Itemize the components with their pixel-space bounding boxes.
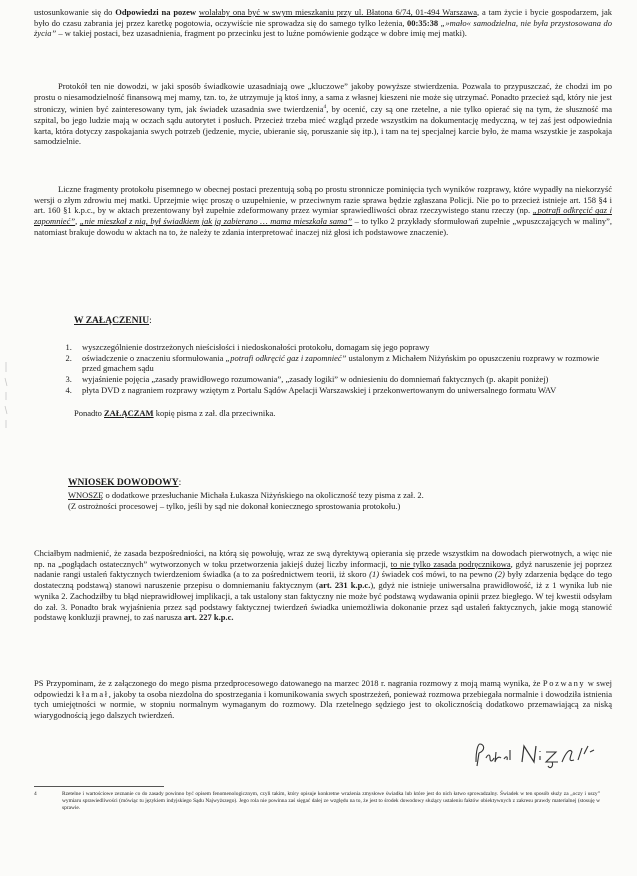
footnote-separator [34, 786, 164, 787]
list-item: 1. wyszczególnienie dostrzeżonych nieścisłości i niedoskonałości protokołu, domagam się jego poprawy [74, 342, 612, 353]
evidence-line: WNOSZĘ o dodatkowe przesłuchanie Michała Łukasza Niżyńskiego na okoliczność tezy pisma z zał. 2. [68, 490, 424, 500]
evidence-heading: WNIOSEK DOWODOWY: [68, 478, 182, 488]
list-item: 2. oświadczenie o znaczeniu sformułowania „potrafi odkręcić gaz i zapomnieć” ustalonym z Michałem Niżyńskim po opuszczeniu rozprawy w rozmowie przed gmachem sądu [74, 353, 612, 374]
quote-2: „nie mieszkał z nią, był świadkiem jak ją zabierano … mama mieszkała sama” [79, 216, 353, 227]
paragraph-continuation: ustosunkowanie się do Odpowiedzi na pozew wolałaby ona być w swym mieszkaniu przy ul. Błatona 6/74, 01-494 Warszawa, a tam życie i bycie gospodarzem, jak było do czasu zabrania jej przez karetkę pogotowia, oczywiście nie sprowadza się do samego tylko leżenia, 00:35:38 „»mało« samodzielna, nie była przystosowana do życia” – w takiej postaci, bez uzasadnienia, fragment po przecinku jest to luźne pomówienie godzące w dobre imię mej matki). [34, 7, 613, 39]
text-underlined-address: wolałaby ona być w swym mieszkaniu przy ul. Błatona 6/74, 01-494 Warszawa [198, 7, 478, 17]
footnote [34, 791, 604, 812]
footnote-number: 4 [34, 791, 37, 797]
margin-scribble [3, 360, 9, 430]
attachments-list [34, 342, 612, 396]
attachments-heading: W ZAŁĄCZENIU: [74, 316, 152, 326]
text: ustosunkowanie się do [34, 7, 116, 17]
quote-1: „potrafi odkręcić gaz i zapomnieć” [34, 205, 612, 227]
list-item: 3. wyjaśnienie pojęcia „zasady prawidłowego rozumowania”, „zasady logiki” w odniesieniu do domniemań faktycznych (p. akapit poniżej) [74, 374, 612, 385]
footnote-text: Rzetelne i wartościowe zeznanie co do zasady powinno być opisem fenomenologicznym, czyli takim, który opisuje konkretne wrażenia zmysłowe świadka lub które jest do nich łatwo sprowadzalny. Świadek w ten sposób służy za „oczy i uszy” wymiaru sprawiedliwości (mówiąc tu językiem indyjskiego Sądu Najwyższego). Jego rola nie powinna zaś sięgać dalej ze względu na to, że jest to środek dowodowy służący ustaleniu faktów obiektywnych z zakresu prawdy materialnej (stosuję w sprawie. [62, 791, 600, 811]
timestamp: 00:35:38 [407, 17, 439, 28]
paragraph-fragments: Liczne fragmenty protokołu pisemnego w obecnej postaci prezentują sobą po prostu stronnicze pominięcia tych wyników rozprawy, które wypadły na niekorzyść wersji o złym zdrowiu mej matki. Uprzejmie więc proszę o uzupełnienie, w przeciwnym razie sprawa będzie zgłaszana Policji. Nie po to przecież istnieje art. 158 §4 i art. 160 §1 k.p.c., by w aktach prezentowany był zupełnie zdeformowany przez wymiar sprawiedliwości obraz rzeczywistego stanu rzeczy (np. „potrafi odkręcić gaz i zapomnieć”, „nie mieszkał z nią, był świadkiem jak ją zabierano … mama mieszkała sama” – to tylko 2 przykłady sformułowań zupełnie „wpuszczających w maliny”, natomiast brakuje dowodu w aktach na to, że należy te zdania interpretować inaczej niż głosi ich podstawowe znaczenie). [34, 184, 612, 237]
paragraph-protocol: Protokół ten nie dowodzi, w jaki sposób świadkowie uzasadniają owe „kluczowe” jakoby powyższe stwierdzenia. Pozwala to przypuszczać, że chodzi im po prostu o niesamodzielność finansową mej mamy, tzn. to, że utrzymuje ją ktoś inny, a sama z własnej kieszeni nie może się utrzymać. Ponadto przecież sąd, który nie jest stroniczy, winien być zainteresowany tym, jak świadek uzasadnia swe twierdzenia$^4$, by ocenić, czy są one rzetelne, a nie tylko opierać się na tym, że słuszność ma szpital, bo jego ludzie mają w oczach sądu autorytet i posłuch. Przecież trzeba mieć wzgląd przede wszystkim na dokumentację medyczną, w tej zaś jest odpowiednia karta, która dotyczy zaspokajania swych potrzeb (jedzenie, mycie, ubieranie się, poruszanie się itp.), i tam na tej specjalnej karcie było, że mama wszystkie je zaspokaja samodzielnie. [34, 81, 612, 147]
footnote-ref: 4 [323, 104, 327, 111]
paragraph-ps: PS Przypominam, że z załączonego do mego pisma przedprocesowego datowanego na marzec 2018 r. nagrania rozmowy z moją mamą wynika, że Pozwany w swej odpowiedzi kłamał, jakoby ta osoba niezdolna do spostrzegania i komunikowania swych spostrzeżeń, ponieważ rozmowa przebiegała normalnie i dowodziła istnienia tych umiejętności w normie, w stopniu normalnym wymaganym do rozmowy. Dla rzetelnego sędziego jest to okolicznością dodatkowo przemawiającą za niską wiarygodnością jego dalszych twierdzeń. [34, 678, 612, 721]
attachments-section [34, 310, 612, 418]
handwritten-signature [470, 738, 605, 770]
list-item: 4. płyta DVD z nagraniem rozprawy wziętym z Portalu Sądów Apelacji Warszawskiej i przekonwertowanym do uniwersalnego formatu WAV [74, 385, 612, 396]
attachments-copy-note: Ponadto ZAŁĄCZAM kopię pisma z zał. dla przeciwnika. [74, 407, 276, 418]
paragraph-directness: Chciałbym nadmienić, że zasada bezpośredniości, na którą się powołuję, wraz ze swą dyrektywą opierania się przede wszystkim na dowodach pierwotnych, a więc nie np. na „pogłądach ostatecznych” wytworzonych w toku przetworzenia jakiejś dużej liczby informacji, to nie tylko zasada podręcznikowa, gdyż naruszenie jej poprzez nadanie rangi ustaleń faktycznych twierdzeniom świadka (a to za pośrednictwem teorii, iż skoro (1) świadek coś mówi, to na pewno (2) były zdarzenia będące do tego dostateczną podstawą) stanowi naruszenie przepisu o domniemaniu faktycznym (art. 231 k.p.c.), gdyż nie istnieje uniwersalna prawidłowość, iż z 1 wynika lub nie wynika 2. Zachodziłby tu błąd nieprawidłowej implikacji, a tak ustalony stan faktyczny nie może być podstawą wydawania opinii przez biegłego. W tej kwestii odsyłam do zał. 3. Ponadto brak wyjaśnienia przez sąd podstawy faktycznej twierdzeń świadka uniemożliwia dokonanie przez sąd ustaleń faktycznych, jakie mogą stanowić podstawę konkluzji prawnej, to zaś narusza art. 227 k.p.c. [34, 548, 613, 623]
evidence-note: (Z ostrożności procesowej – tylko, jeśli by sąd nie dokonał koniecznego sprostowania protokołu.) [68, 500, 401, 511]
evidence-motion-section [34, 472, 612, 511]
quote-italic: „»mało« samodzielna, nie była przystosowana do życia” [34, 17, 613, 39]
text-bold: Odpowiedzi na pozew [115, 7, 196, 17]
